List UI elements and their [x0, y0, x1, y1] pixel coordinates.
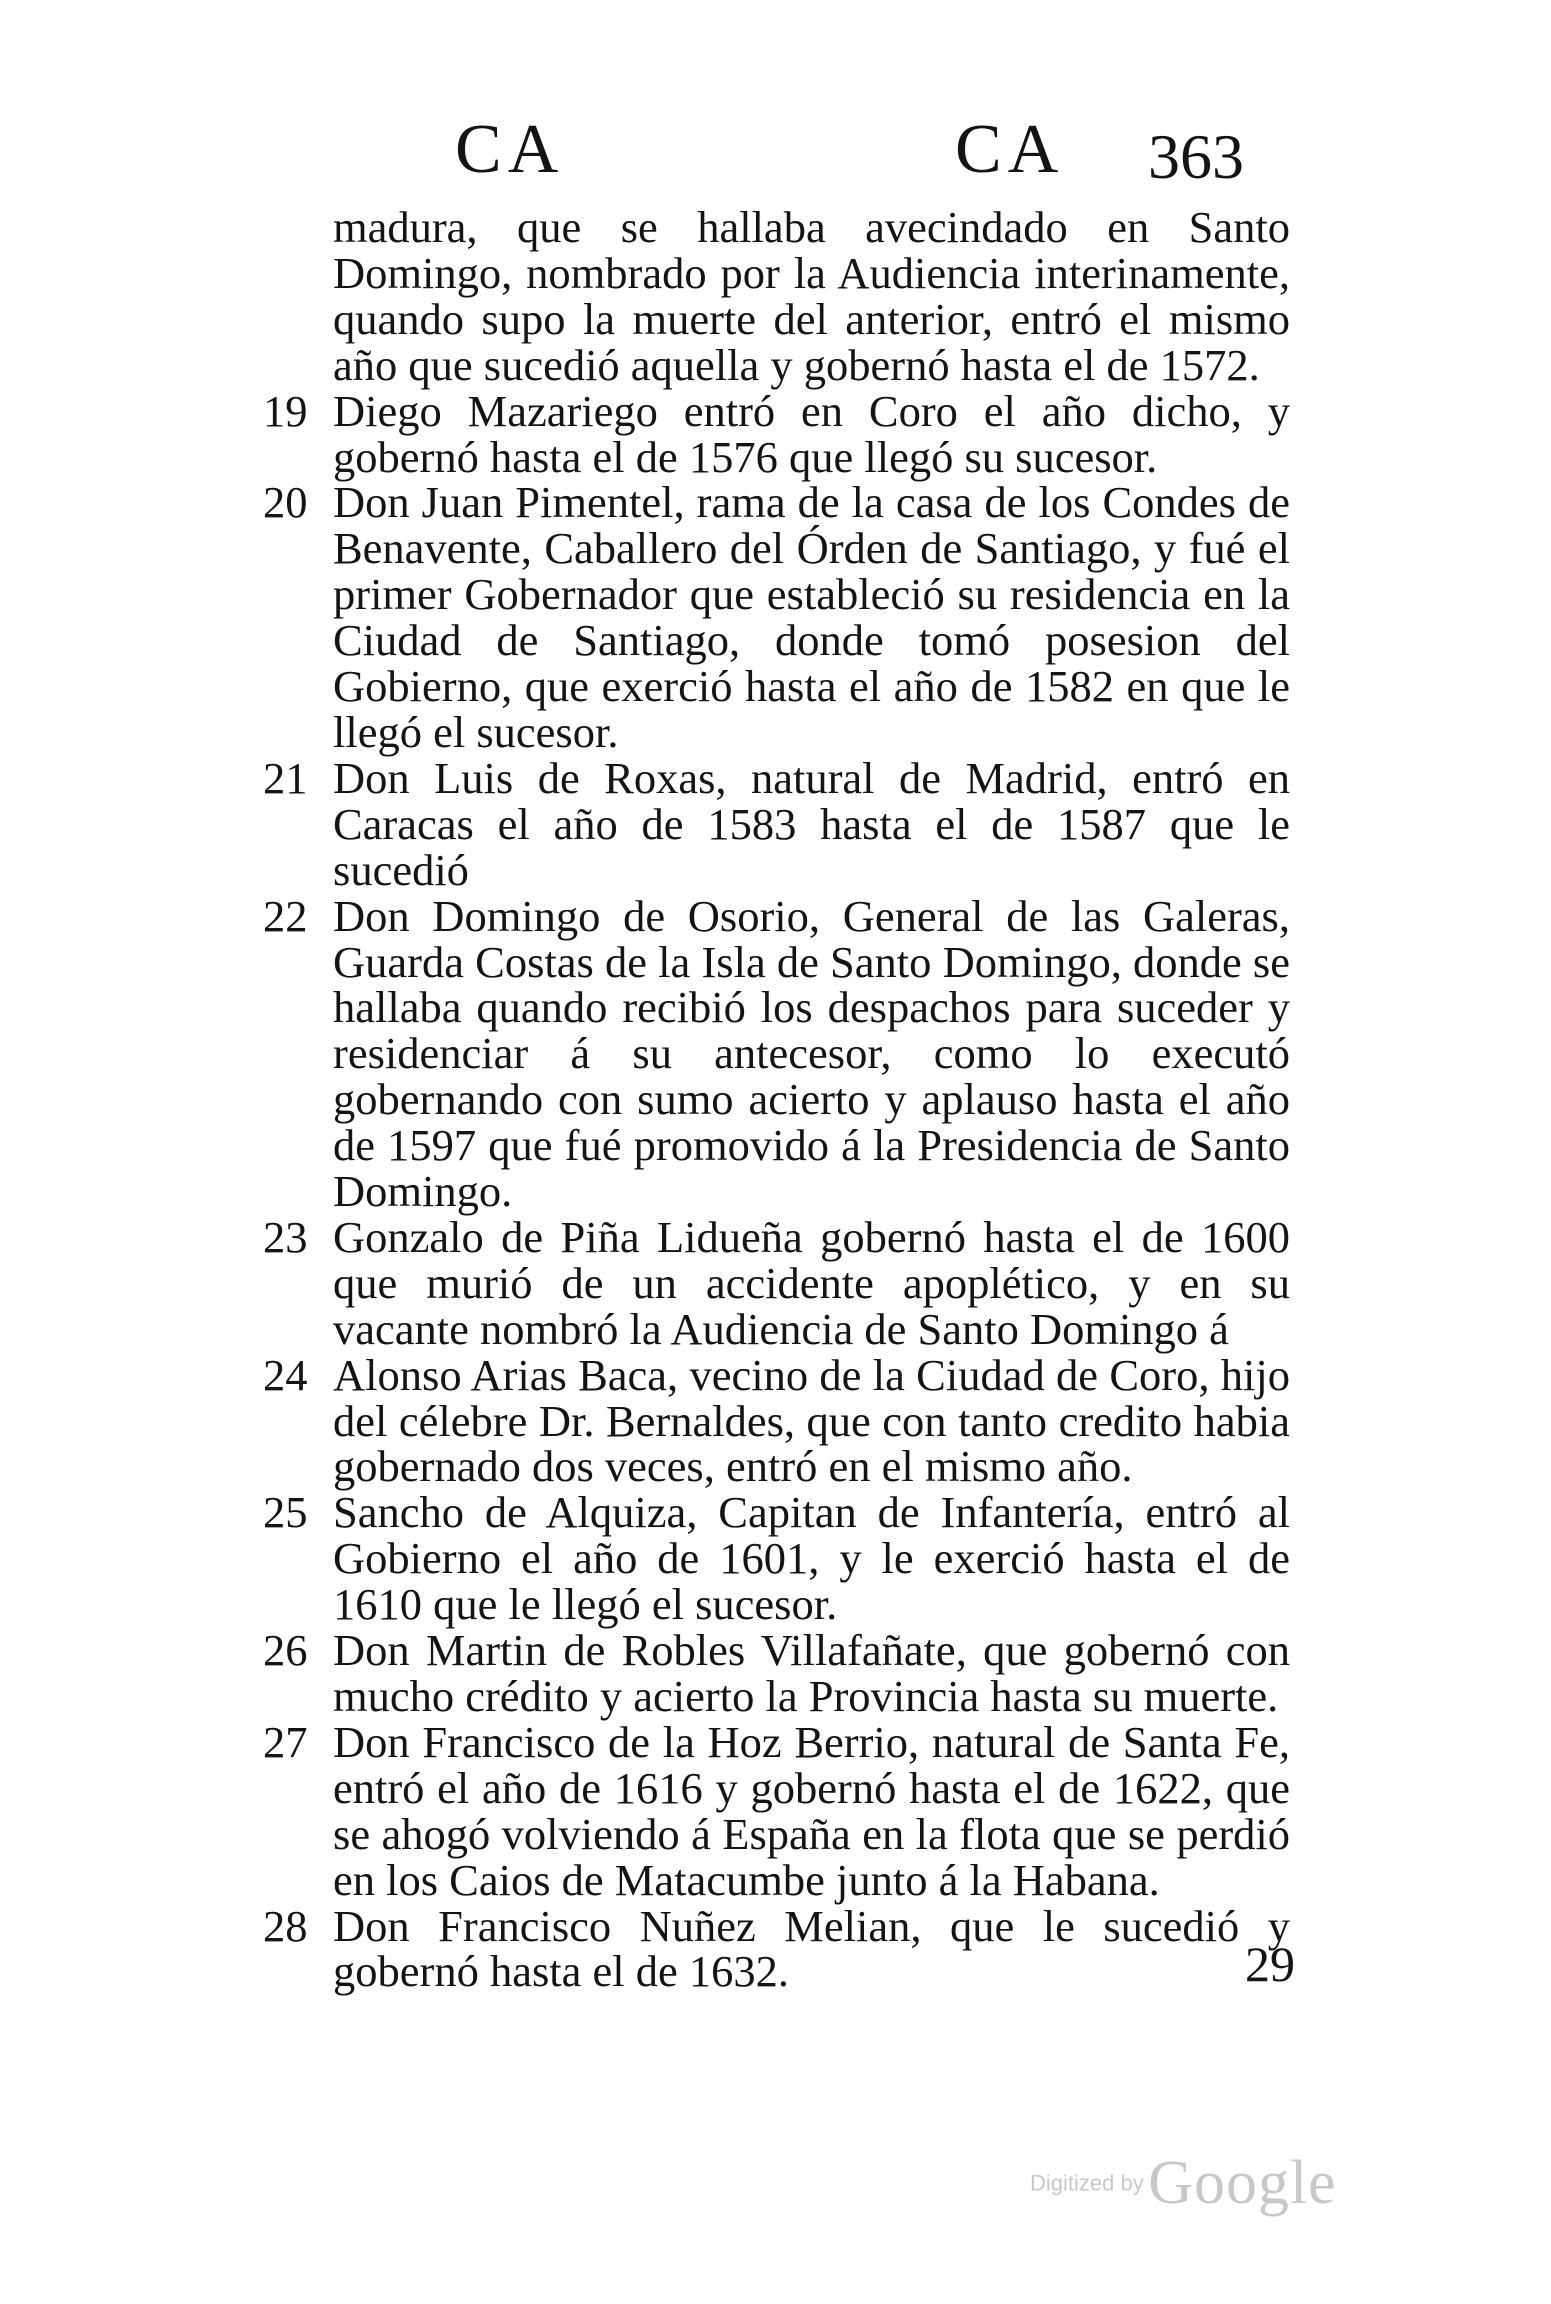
entry-continuation: [333, 202, 1290, 390]
entry-26: [263, 1625, 1290, 1721]
entry-text: Don Luis de Roxas, natural de Madrid, entró en Caracas el año de 1583 hasta el de 1587 que le sucedió: [333, 752, 1290, 895]
entry-text: Don Martin de Robles Villafañate, que gobernó con mucho crédito y acierto la Provincia hasta su muerte.: [333, 1625, 1290, 1721]
entry-22: [263, 890, 1290, 1217]
entry-text: Gonzalo de Piña Lidueña gobernó hasta el de 1600 que murió de un accidente apoplético, y en su vacante nombró la Audiencia de Santo Domingo á: [333, 1211, 1290, 1354]
entry-number: 19: [263, 385, 308, 436]
google-logo: Google: [1148, 2149, 1337, 2217]
entry-number: 26: [263, 1625, 308, 1676]
entry-number: 24: [263, 1349, 308, 1400]
running-header: [0, 110, 1551, 200]
entry-number: 27: [263, 1716, 308, 1767]
entry-number: 21: [263, 752, 308, 803]
entry-19: [263, 385, 1290, 482]
entry-text: Diego Mazariego entró en Coro el año dicho, y gobernó hasta el de 1576 que llegó su sucesor.: [333, 385, 1290, 482]
entry-27: [263, 1716, 1290, 1905]
entry-text: Sancho de Alquiza, Capitan de Infantería, entró al Gobierno el año de 1601, y le exerció hasta el de 1610 que le llegó el sucesor.: [333, 1487, 1290, 1630]
entry-text: Don Francisco Nuñez Melian, que le sucedió y gobernó hasta el de 1632.: [333, 1900, 1290, 1997]
entry-28: [263, 1900, 1290, 1997]
entry-text: Don Juan Pimentel, rama de la casa de los Condes de Benavente, Caballero del Órden de Santiago, y fué el primer Gobernador que estableció su residencia en la Ciudad de Santiago, donde tomó posesion del Gobierno, que exerció hasta el año de 1582 en que le llegó el sucesor.: [333, 477, 1290, 757]
entry-21: [263, 752, 1290, 895]
entry-number: 23: [263, 1211, 308, 1262]
entry-20: [263, 477, 1290, 757]
header-right-guide-word: CA: [955, 111, 1065, 188]
page-number: 363: [1148, 121, 1244, 192]
entry-23: [263, 1211, 1290, 1354]
entry-text: madura, que se hallaba avecindado en Santo Domingo, nombrado por la Audiencia interinamente, quando supo la muerte del anterior, entró el mismo año que sucedió aquella y gobernó hasta el de 1572.: [333, 202, 1290, 390]
signature-mark: 29: [1245, 1936, 1295, 1992]
entry-number: 22: [263, 890, 308, 941]
entry-text: Don Domingo de Osorio, General de las Galeras, Guarda Costas de la Isla de Santo Domingo, donde se hallaba quando recibió los despachos para suceder y residenciar á su antecesor, como lo executó gobernando con sumo acierto y aplauso hasta el año de 1597 que fué promovido á la Presidencia de Santo Domingo.: [333, 890, 1290, 1217]
page-body: [0, 202, 1551, 1997]
entry-number: 20: [263, 477, 308, 528]
entry-24: [263, 1349, 1290, 1492]
entry-text: Alonso Arias Baca, vecino de la Ciudad de Coro, hijo del célebre Dr. Bernaldes, que con tanto credito habia gobernado dos veces, entró en el mismo año.: [333, 1349, 1290, 1492]
entry-text: Don Francisco de la Hoz Berrio, natural de Santa Fe, entró el año de 1616 y gobernó hasta el de 1622, que se ahogó volviendo á España en la flota que se perdió en los Caios de Matacumbe junto á la Habana.: [333, 1716, 1290, 1905]
watermark-prefix: Digitized by: [1030, 2170, 1144, 2196]
entry-number: 28: [263, 1900, 308, 1951]
digitized-by-watermark: [1030, 2148, 1337, 2219]
header-left-guide-word: CA: [455, 111, 565, 188]
entry-25: [263, 1487, 1290, 1630]
entry-number: 25: [263, 1487, 308, 1538]
